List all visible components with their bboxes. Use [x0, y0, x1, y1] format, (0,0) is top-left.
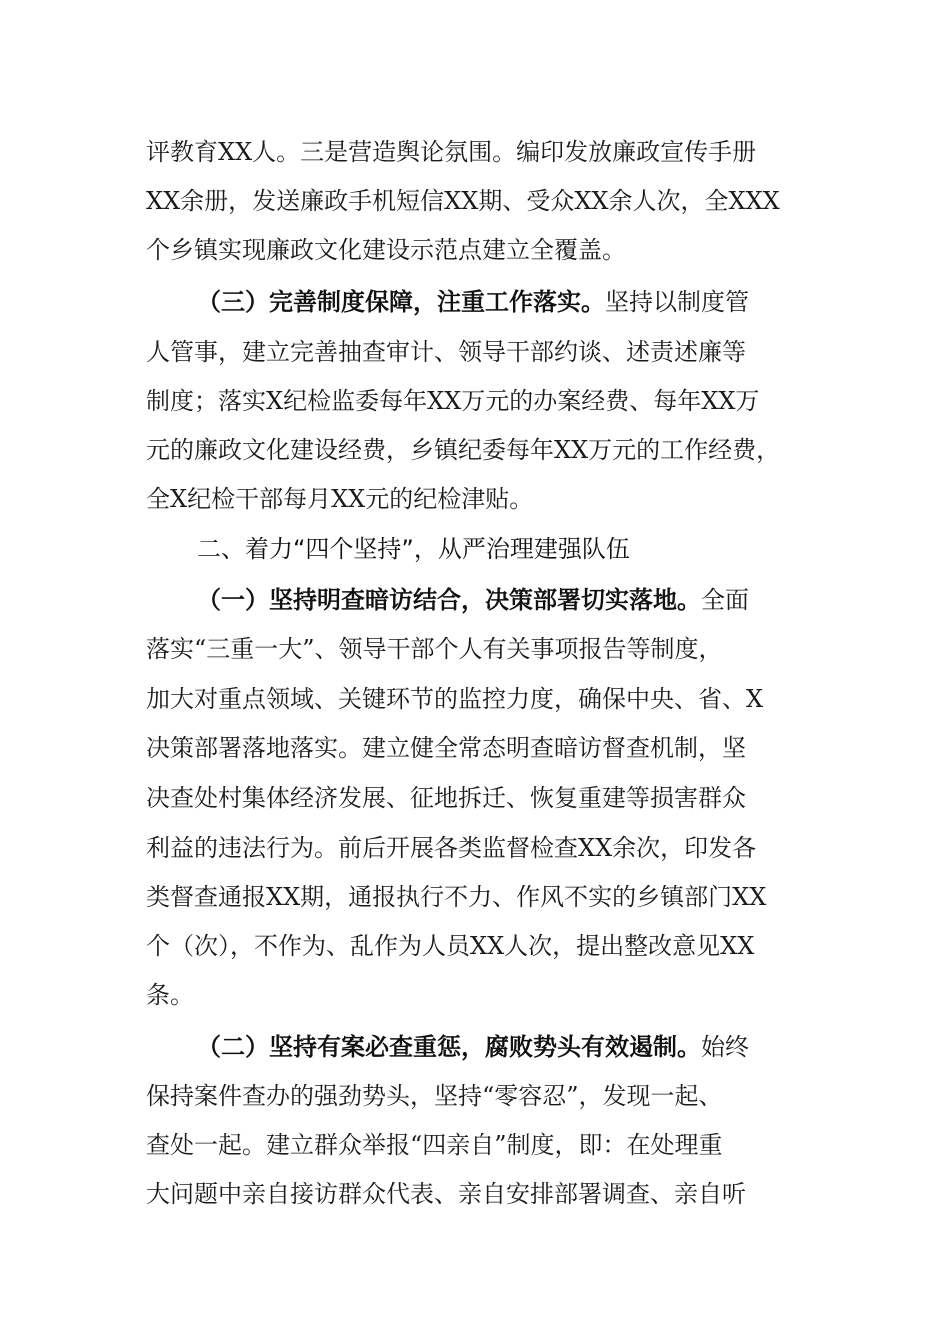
body-text-line: 条。: [146, 981, 194, 1009]
section-heading: 二、着力“四个坚持”，从严治理建强队伍: [197, 535, 630, 563]
subsection-lead: （三）完善制度保障，注重工作落实。: [197, 288, 605, 316]
body-text-line: 大问题中亲自接访群众代表、亲自安排部署调查、亲自听: [146, 1180, 746, 1208]
body-text-line: 个（次），不作为、乱作为人员XX人次，提出整改意见XX: [146, 932, 755, 960]
body-text-line: 保持案件查办的强劲势头，坚持“零容忍”，发现一起、: [146, 1082, 723, 1110]
body-text-line: 加大对重点领域、关键环节的监控力度，确保中央、省、X: [146, 685, 764, 713]
body-text-line: 全X纪检干部每月XX元的纪检津贴。: [146, 485, 534, 513]
body-text-line: 类督查通报XX期，通报执行不力、作风不实的乡镇部门XX: [146, 883, 767, 911]
body-text-line: 落实“三重一大”、领导干部个人有关事项报告等制度，: [146, 635, 723, 663]
paragraph-first-line: [197, 282, 749, 322]
body-text-line: 元的廉政文化建设经费，乡镇纪委每年XX万元的工作经费，: [146, 436, 781, 464]
paragraph-first-line: [197, 1027, 749, 1067]
body-text-line: 决查处村集体经济发展、征地拆迁、恢复重建等损害群众: [146, 784, 746, 812]
body-text-line: XX余册，发送廉政手机短信XX期、受众XX余人次，全XXX: [146, 187, 780, 215]
body-text-line: 利益的违法行为。前后开展各类监督检查XX余次，印发各: [146, 834, 757, 862]
body-text-line: 制度；落实X纪检监委每年XX万元的办案经费、每年XX万: [146, 387, 760, 415]
subsection-lead: （一）坚持明查暗访结合，决策部署切实落地。: [197, 586, 701, 614]
body-text-line: 人管事，建立完善抽查审计、领导干部约谈、述责述廉等: [146, 338, 746, 366]
body-text: 坚持以制度管: [605, 288, 749, 316]
paragraph-first-line: [197, 580, 749, 620]
body-text-line: 查处一起。建立群众举报“四亲自”制度，即：在处理重: [146, 1131, 723, 1159]
body-text-line: 评教育XX人。三是营造舆论氛围。编印发放廉政宣传手册: [146, 138, 757, 166]
body-text: 始终: [701, 1033, 749, 1061]
subsection-lead: （二）坚持有案必查重惩，腐败势头有效遏制。: [197, 1033, 701, 1061]
body-text: 全面: [701, 586, 749, 614]
body-text-line: 个乡镇实现廉政文化建设示范点建立全覆盖。: [146, 236, 626, 264]
body-text-line: 决策部署落地落实。建立健全常态明查暗访督查机制，坚: [146, 734, 746, 762]
